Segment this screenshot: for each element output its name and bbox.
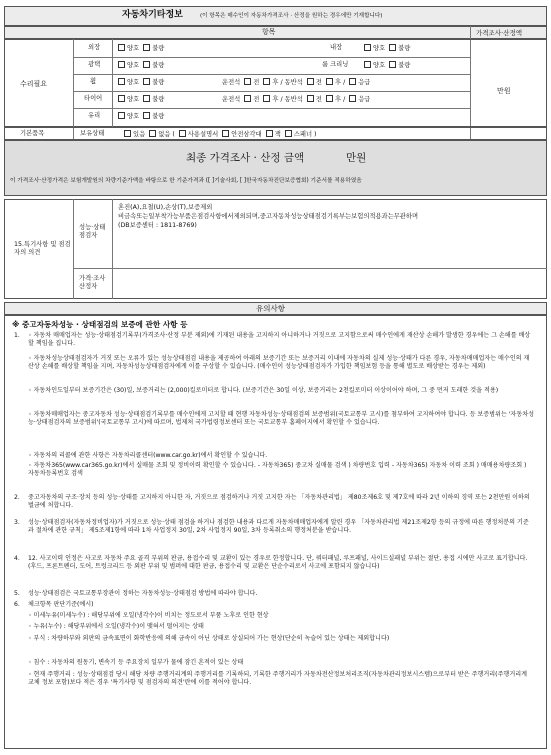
wheel-bad-checkbox[interactable]	[143, 78, 150, 85]
label-wheel: 휠	[90, 78, 97, 85]
basic-has-checkbox[interactable]	[124, 130, 131, 137]
opinion-section-label: 15.특기사항 및 점검자의 의견	[14, 241, 71, 256]
notice-item: 1. ◦ 자동차 매매업자는 성능·상태점검기록부(가격조사·산정 부분 제외)에 기재된 내용을 고지하지 아니하거나 거짓으로 고지함으로써 매수인에게 재산상 손해가 발생한 경우에는 그 손해를 배상할 책임을 집니다.	[14, 332, 531, 348]
basic-items-label: 기본품목	[20, 130, 45, 137]
wheel-passenger-front-checkbox[interactable]	[307, 78, 314, 85]
jack-checkbox[interactable]	[266, 130, 273, 137]
interior-bad-checkbox[interactable]	[389, 44, 396, 51]
wheel-passenger-rear-checkbox[interactable]	[326, 78, 333, 85]
manual-checkbox[interactable]	[179, 130, 186, 137]
tire-driver-front-checkbox[interactable]	[244, 95, 251, 102]
col-item-header: 항목	[262, 28, 276, 36]
notice-item: ◦ 자동차365(www.car365.go.kr)에서 실매물 조회 및 정비이력 확인할 수 있습니다. - 자동차365) 중고차 실매물 검색 ) 차량번호 입력 - 자동차365) 자동차 이력 조회 ) 매매용차량조회 ) 자동차등록번호 검색	[28, 462, 527, 478]
notice-item: ◦ 자동차인도일부터 보증기간은 (30)일, 보증거리는 (2,000)킬로미터로 합니다. (보증기간은 30일 이상, 보증거리는 2천킬로미터 이상이어야 하며, 그 중 먼저 도래한 것을 적용)	[28, 387, 499, 394]
final-price-title: 최종 가격조사 · 산정 금액	[186, 152, 305, 164]
inspector-line-1: 혼진(A),요철(U),손상(T),보증제외	[118, 204, 213, 211]
notice-item: ◦ 자동차의 리콜에 관한 사항은 자동차리콜센터(www.car.go.kr)에서 확인할 수 있습니다.	[28, 452, 268, 459]
basic-none-checkbox[interactable]	[149, 130, 156, 137]
tire-emergency-checkbox[interactable]	[349, 95, 356, 102]
notice-item: ◦ 누유(누수) : 해당부위에서 오일(냉각수)이 맺혀서 떨어지는 상태	[28, 623, 204, 630]
exterior-bad-checkbox[interactable]	[143, 44, 150, 51]
cleaning-good-checkbox[interactable]	[364, 61, 371, 68]
glass-bad-checkbox[interactable]	[143, 112, 150, 119]
inspector-line-3: (DB보증센터 : 1811-8769)	[118, 222, 197, 229]
tire-position-options: 운전석 전 후 / 동반석 전 후 / 응급	[222, 96, 371, 103]
gloss-bad-checkbox[interactable]	[143, 61, 150, 68]
notice-item: ◦ 부식 : 차량하부와 외판의 금속표면이 화학반응에 의해 금속이 아닌 상태로 상실되어 가는 현상(단순히 녹슬어 있는 상태는 제외합니다)	[28, 635, 390, 642]
spanner-checkbox[interactable]	[285, 130, 292, 137]
label-interior: 내장	[330, 44, 343, 51]
label-exterior: 외장	[88, 44, 101, 51]
notice-item: 3. 성능·상태점검자(자동차정비업자)가 거짓으로 성능·상태 점검을 하거나 점검한 내용과 다르게 자동차매매업자에게 알린 경우 「자동차관리법 제21조제2항 등의 규정에 따른 행정처분의 기준과 절차에 관한 규칙」 제5조제1항에 따라 1차 사업정지 30일, 2차 사업정지 90일, 3차 등록취소의 행정처분을 받습니다.	[14, 519, 529, 535]
wheel-good-checkbox[interactable]	[118, 78, 125, 85]
label-cleaning: 룸 크리닝	[322, 61, 349, 68]
glass-good-checkbox[interactable]	[118, 112, 125, 119]
wheel-emergency-checkbox[interactable]	[349, 78, 356, 85]
interior-good-checkbox[interactable]	[364, 44, 371, 51]
form-subtitle: (이 항목은 매수인이 자동차가격조사 · 산정을 원하는 경우에만 기재합니다)	[200, 13, 383, 19]
final-price-box	[4, 140, 547, 196]
notice-item: 5. 성능·상태점검은 국토교통부장관이 정하는 자동차성능·상태점검 방법에 따라야 합니다.	[14, 590, 258, 597]
glass-options: 양호 불량	[116, 112, 164, 121]
wheel-position-options: 운전석 전 후 / 동반석 전 후 / 응급	[222, 79, 371, 86]
notice-item: ◦ 자동차매매업자는 중고자동차 성능·상태점검기록부를 매수인에게 고지할 때 현행 자동차성능·상태점검의 보증범위(국토교통부 고시)를 첨부하여 고지하여야 합니다. 등 보증범위는 '자동차성능·상태점검자의 보증범위'(국토교통부 고시)에 따르며, 법제처 국가법령정보센터 또는 국토교통부 홈페이지에서 확인할 수 있습니다.	[28, 411, 534, 427]
wheel-options: 양호 불량	[116, 78, 164, 87]
label-glass: 유리	[88, 112, 101, 119]
notice-item: 4. 12. 사고이력 인정은 사고로 자동차 주요 골격 부위의 판금, 용접수리 및 교환이 있는 경우로 한정합니다. 단, 쿼터패널, 루프패널, 사이드실패널 부위는 절단, 용접 시에만 사고로 표기합니다. (후드, 프론트펜더, 도어, 트렁크리드 등 외판 부위 및 범퍼에 대한 판금, 용접수리 및 교환은 단순수리로서 사고에 포함되지 않습니다)	[14, 555, 528, 571]
col-price-header: 가격조사·산정액	[476, 29, 523, 37]
notice-item: 6. 체크항목 판단기준(예시)	[14, 601, 94, 608]
tire-options: 양호 불량	[116, 95, 164, 104]
repair-section-label: 수리필요	[20, 80, 48, 88]
repair-price-unit: 만원	[497, 87, 511, 95]
interior-options: 양호 불량	[362, 44, 410, 53]
price-examiner-label: 가격·조사 산정자	[79, 275, 106, 290]
label-gloss: 광택	[88, 61, 101, 68]
basic-status-label: 보유상태	[80, 130, 105, 137]
notice-item: ◦ 침수 : 자동차의 원동기, 변속기 등 주요장치 일부가 물에 잠긴 흔적이 있는 상태	[28, 659, 244, 666]
notice-heading: ※ 중고자동차성능 · 상태점검의 보증에 관한 사항 등	[12, 320, 188, 329]
cleaning-bad-checkbox[interactable]	[389, 61, 396, 68]
form-title: 자동차기타정보	[122, 10, 183, 20]
notice-item: 2. 중고자동차의 구조·장치 등의 성능·상태를 고지하지 아니한 자, 거짓으로 점검하거나 거짓 고지한 자는 「자동차관리법」 제80조제6호 및 제7호에 따라 2년 이하의 징역 또는 2천만원 이하의 벌금에 처합니다.	[14, 494, 530, 510]
gloss-good-checkbox[interactable]	[118, 61, 125, 68]
final-price-unit: 만원	[346, 152, 367, 164]
notice-item: ◦ 자동차성능상태점검자가 거짓 또는 오류가 있는 성능상태점검 내용을 제공하여 아래의 보증기간 또는 보증거리 이내에 자동차의 실제 성능·상태가 다른 경우, 자동차매매업자는 매수인의 재산상 손해를 배상할 책임을 지며, 자동차성능상태점검자에게 이를 구상할 수 있습니다. (매수인이 성능상태점검자가 가입한 책임보험 등을 통해 별도로 배상받는 경우는 제외)	[28, 355, 530, 371]
basic-items-options: 있음 없음 ( 사용설명서 안전삼각대 잭 스패너 )	[122, 130, 317, 139]
exterior-options: 양호 불량	[116, 44, 164, 53]
notice-item: ◦ 미세누유(미세누수) : 해당부위에 오일(냉각수)이 비치는 정도로서 부품 노후로 인한 현상	[28, 612, 269, 619]
exterior-good-checkbox[interactable]	[118, 44, 125, 51]
gloss-options: 양호 불량	[116, 61, 164, 70]
tire-bad-checkbox[interactable]	[143, 95, 150, 102]
tire-good-checkbox[interactable]	[118, 95, 125, 102]
triangle-checkbox[interactable]	[222, 130, 229, 137]
tire-passenger-front-checkbox[interactable]	[307, 95, 314, 102]
wheel-driver-front-checkbox[interactable]	[244, 78, 251, 85]
inspector-label: 성능·상태 점검자	[79, 224, 106, 239]
final-price-description: 이 가격조사·산정가격은 보험개발원의 차량기준가액을 바탕으로 한 기준가격과 ([ ]기술사회, [ ]한국자동차진단보증협회) 기준서를 적용하였음	[10, 178, 362, 184]
wheel-driver-rear-checkbox[interactable]	[263, 78, 270, 85]
label-tire: 타이어	[84, 95, 103, 102]
notice-item: ◦ 현재 주행거리 : 성능·상태점검 당시 해당 차량 주행거리계의 주행거리를 기록하되, 기록한 주행거리가 자동차전산정보처리조직(자동차관리정보시스템)으로부터 받은 주행거리(주행거리계 교체 정보 포함)보다 적은 경우 '특기사항 및 점검자의 의견'란에 이를 적어야 합니다.	[28, 671, 527, 687]
tire-passenger-rear-checkbox[interactable]	[326, 95, 333, 102]
inspector-line-2: 비금속또는일부착가능부품은점검사항에서제외되며,중고자동차성능상태점검기록부는보험의적용과는무관하며	[118, 213, 419, 220]
cleaning-options: 양호 불량	[362, 61, 410, 70]
notice-title: 유의사항	[256, 304, 285, 313]
tire-driver-rear-checkbox[interactable]	[263, 95, 270, 102]
